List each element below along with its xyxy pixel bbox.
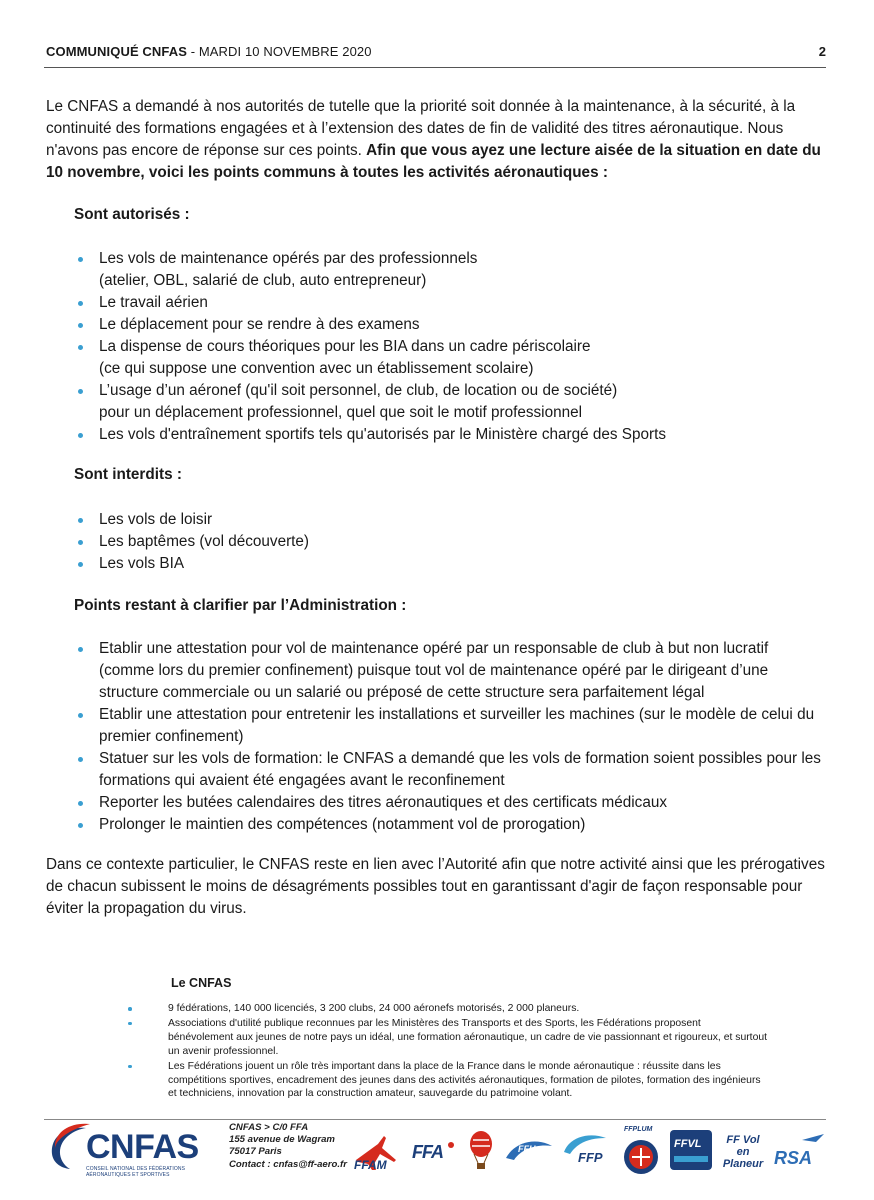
list-item-text: Les vols de maintenance opérés par des professionnels (atelier, OBL, salarié de club, auto entrepreneur) [99, 250, 478, 289]
cnfas-logo [46, 1114, 206, 1194]
page-number: 2 [818, 44, 826, 59]
list-item-text: 9 fédérations, 140 000 licenciés, 3 200 clubs, 24 000 aéronefs motorisés, 2 000 planeurs. [168, 1003, 580, 1014]
list-item-text: Reporter les butées calendaires des titres aéronautiques et des certificats médicaux [99, 794, 667, 811]
list-item [78, 814, 826, 836]
intro-bold-text: Afin que vous ayez une lecture aisée de la situation en date du 10 novembre, voici les points communs à toutes les activités aéronautiques : [46, 142, 821, 181]
list-item-text: Les vols d'entraînement sportifs tels qu'autorisés par le Ministère chargé des Sports [99, 426, 667, 443]
ffplum-label: FFPLUM [624, 1126, 653, 1133]
federation-logo-ffvl [670, 1130, 714, 1178]
federation-logo-ffp [560, 1130, 610, 1178]
list-item [128, 1060, 768, 1102]
cnfas-box-list [128, 1002, 768, 1102]
header-title-bold: COMMUNIQUÉ CNFAS [46, 44, 187, 59]
list-item [78, 380, 828, 424]
footer-address [229, 1122, 347, 1171]
ffa-label: FFA [412, 1142, 443, 1162]
ffp-label: FFP [578, 1150, 603, 1165]
ffa-star-icon [448, 1142, 454, 1148]
list-item-text: Etablir une attestation pour vol de maintenance opéré par un responsable de club à but non lucratif (comme lors du premier confinement) puisque tout vol de maintenance opéré par le dirigeant d’une structure commerciale ou un salarié ou préposé de cette structure sera parfaitement légal [99, 640, 769, 701]
ffb-label [468, 1130, 470, 1131]
address-line: 155 avenue de Wagram [229, 1134, 335, 1146]
list-item [78, 748, 826, 792]
closing-paragraph: Dans ce contexte particulier, le CNFAS reste en lien avec l’Autorité afin que notre activité ainsi que les prérogatives de chacun subissent le moins de désagréments possibles tout en garantissant d'agir de façon responsable pour éviter la propagation du virus. [46, 856, 825, 917]
intro-paragraph [46, 96, 836, 184]
page-header [46, 44, 826, 64]
intro-text: Le CNFAS a demandé à nos autorités de tutelle que la priorité soit donnée à la maintenance, à la sécurité, à la continuité des formations engagées et à l’extension des dates de fin de validité des titres aéronautique. Nous n'avons pas encore de réponse sur ces points. [46, 98, 796, 159]
federation-logo-ffa [410, 1130, 460, 1178]
list-item-text: L’usage d’un aéronef (qu'il soit personnel, de club, de location ou de société) pour un déplacement professionnel, quel que soit le motif professionnel [99, 382, 618, 421]
list-item [78, 336, 828, 380]
federation-logo-rsa [772, 1130, 828, 1178]
header-title [46, 44, 372, 59]
federation-logo-ffplum [618, 1126, 664, 1178]
list-item [128, 1002, 768, 1016]
list-item-text: Etablir une attestation pour entretenir les installations et surveiller les machines (sur le modèle de celui du premier confinement) [99, 706, 815, 745]
cnfas-logo-tagline: CONSEIL NATIONAL DES FÉDÉRATIONS AÉRONAUTIQUES ET SPORTIVES [86, 1166, 186, 1178]
cnfas-logo-word: CNFAS [86, 1128, 199, 1166]
address-line: CNFAS > C/0 FFA [229, 1122, 309, 1133]
list-item-text: Les vols de loisir [99, 511, 213, 528]
list-item [78, 792, 826, 814]
list-item [78, 424, 828, 446]
list-item-text: Le travail aérien [99, 294, 208, 311]
list-clarifier [78, 638, 826, 836]
list-item [78, 314, 828, 336]
ffam-label: FFAM [354, 1158, 387, 1172]
list-item [78, 292, 828, 314]
list-item-text: La dispense de cours théoriques pour les BIA dans un cadre périscolaire (ce qui suppose une convention avec un établissement scolaire) [99, 338, 591, 377]
ffh-label: FFH [518, 1144, 536, 1154]
balloon-icon [468, 1130, 494, 1174]
section-title-autorises: Sont autorisés : [74, 206, 190, 223]
federation-logo-ffvp [720, 1130, 766, 1178]
list-interdits [78, 509, 828, 575]
section-title-clarifier: Points restant à clarifier par l’Administration : [74, 597, 407, 614]
list-item-text: Le déplacement pour se rendre à des examens [99, 316, 420, 333]
rsa-label: RSA [774, 1148, 813, 1168]
federation-logo-ffb [468, 1130, 494, 1178]
list-item [78, 248, 828, 292]
ffvl-label: FFVL [674, 1138, 702, 1150]
ffvl-stripe [674, 1156, 708, 1162]
address-line: Contact : cnfas@ff-aero.fr [229, 1158, 347, 1170]
list-item-text: Prolonger le maintien des compétences (notamment vol de prorogation) [99, 816, 586, 833]
cnfas-box-title: Le CNFAS [171, 976, 232, 990]
list-item [78, 553, 828, 575]
header-divider [44, 67, 826, 68]
list-item-text: Les Fédérations jouent un rôle très important dans la place de la France dans le monde aéronautique : réussite dans les compétitions sportives, encadrement des jeunes dans des activités aéronautiques, formation de pilotes, formation des ingénieurs et techniciens, innovation par la construction amateur, sauvegarde du patrimoine volant. [168, 1060, 761, 1100]
list-item [78, 704, 826, 748]
list-autorises [78, 248, 828, 446]
federation-logo-ffh [502, 1130, 554, 1178]
ffvl-badge [670, 1130, 712, 1170]
section-title-interdits: Sont interdits : [74, 466, 182, 483]
list-item [78, 638, 826, 704]
list-item-text: Statuer sur les vols de formation: le CNFAS a demandé que les vols de formation soient possibles pour les formations qui avaient été engagées avant le reconfinement [99, 750, 821, 789]
header-title-date: - MARDI 10 NOVEMBRE 2020 [187, 44, 372, 59]
list-item [128, 1017, 768, 1059]
list-item-text: Les baptêmes (vol découverte) [99, 533, 310, 550]
list-item [78, 531, 828, 553]
federation-logo-ffam [350, 1130, 402, 1178]
list-item-text: Associations d'utilité publique reconnues par les Ministères des Transports et des Sports, les Fédérations proposent bénévolement aux jeunes de notre pays un idéal, une formation aéronautique, un cadre de vie passionnant et rigoureux, et surtout un avenir professionnel. [168, 1017, 768, 1057]
address-line: 75017 Paris [229, 1146, 282, 1158]
ffvp-label: FF Vol en Planeur [722, 1134, 764, 1170]
list-item [78, 509, 828, 531]
ffplum-emblem-icon [618, 1130, 664, 1180]
list-item-text: Les vols BIA [99, 555, 185, 572]
